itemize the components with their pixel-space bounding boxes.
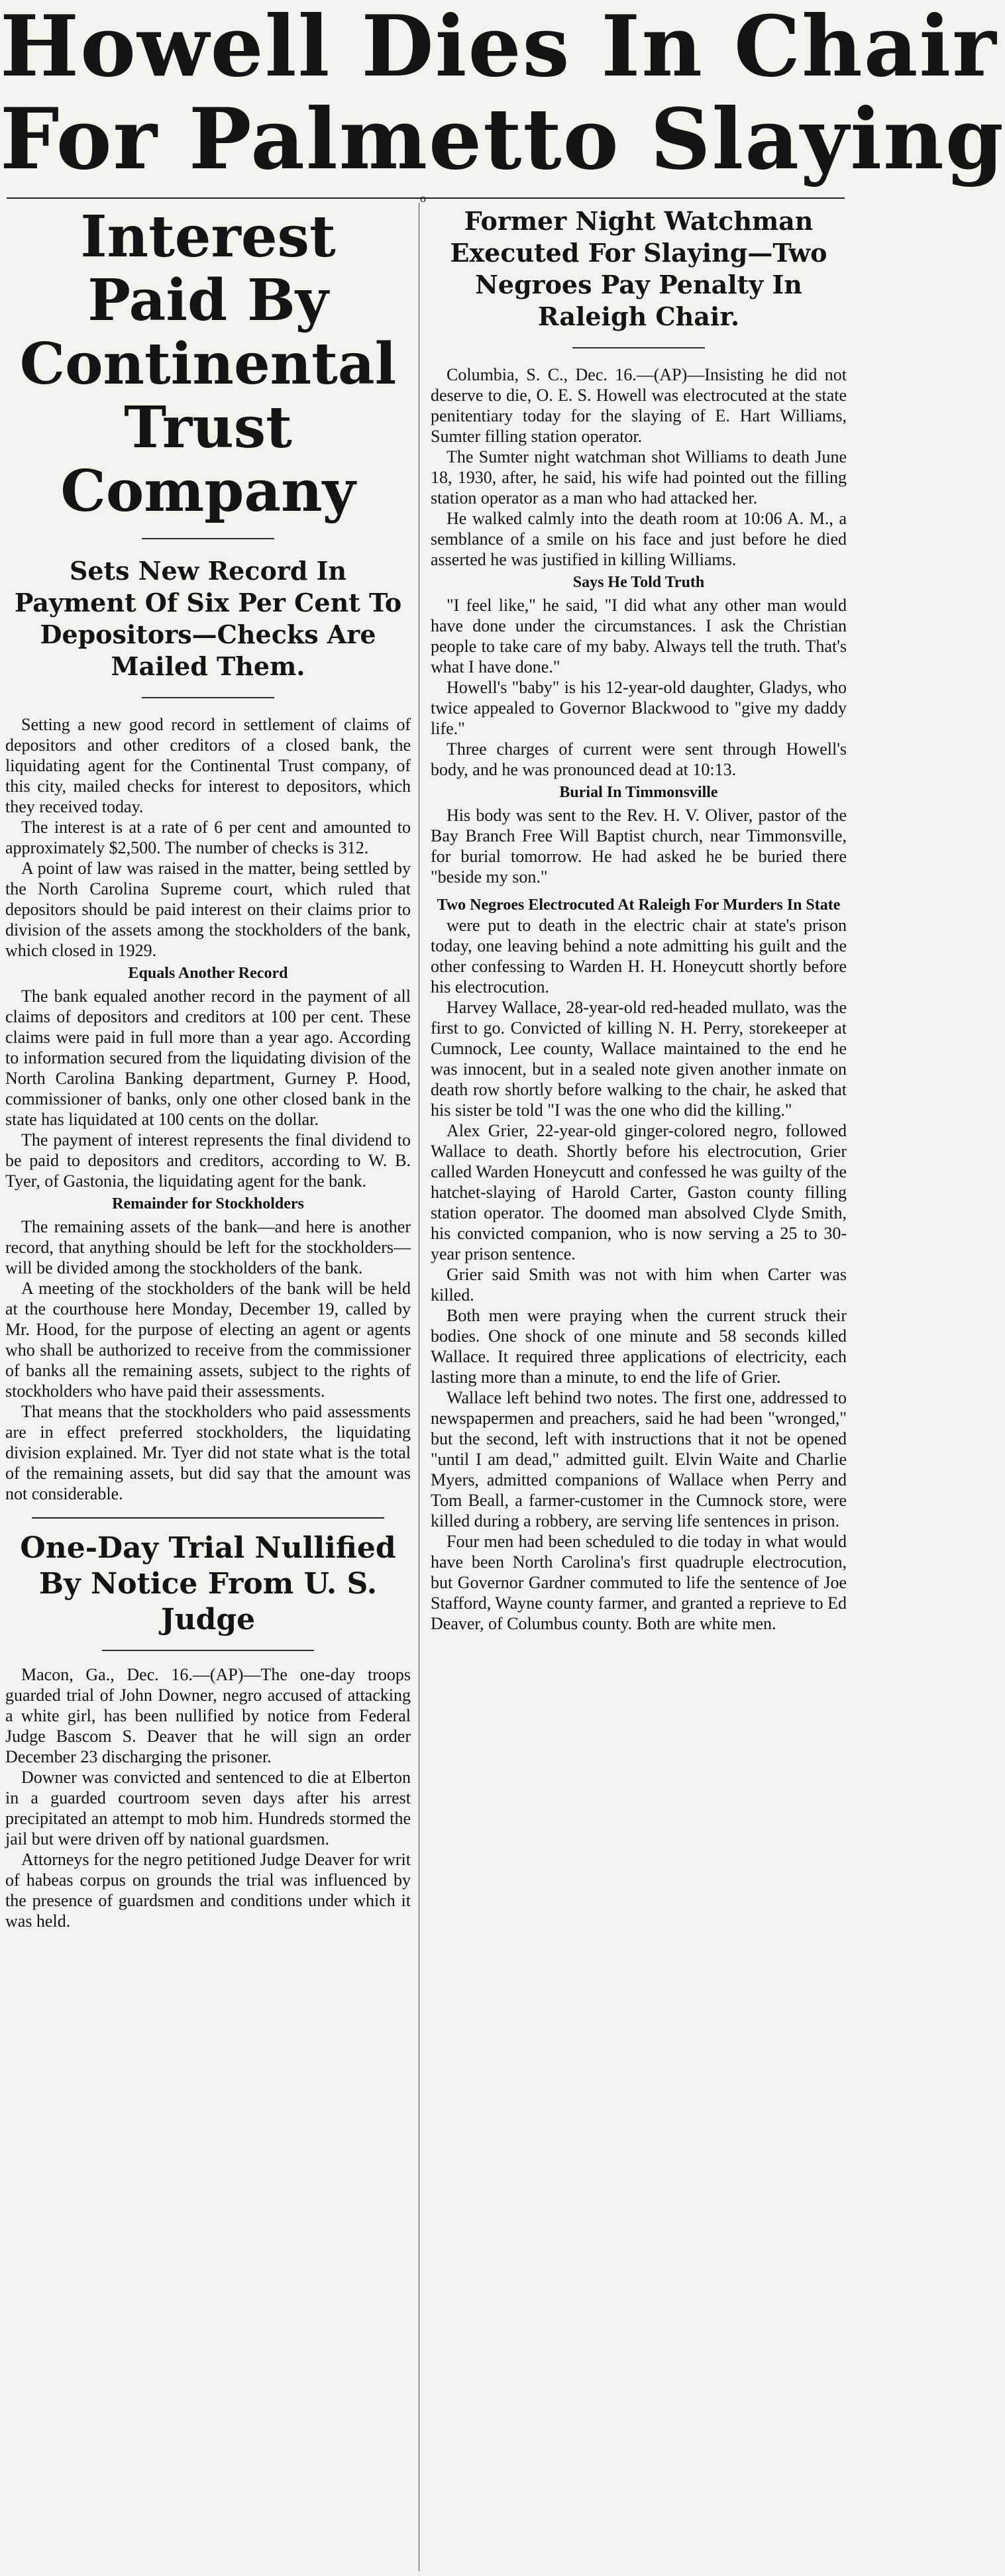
article-paragraph: Macon, Ga., Dec. 16.—(AP)—The one-day troops guarded trial of John Downer, negro accused of attacking a white girl, has been nullified by notice from Federal Judge Bascom S. Deaver that he will sign an order December 23 discharging the prisoner. [5, 1665, 411, 1766]
article-paragraph: The remaining assets of the bank—and here is another record, that anything should be left for the stockholders—will be divided among the stockholders of the bank. [5, 1217, 411, 1277]
article-paragraph: Both men were praying when the current struck their bodies. One shock of one minute and 58 seconds killed Wallace. It required three applications of electricity, each lasting more than a minute, to end the life of Grier. [431, 1306, 847, 1387]
deck-rule [142, 697, 274, 698]
article-paragraph: "I feel like," he said, "I did what any other man would have done under the circumstances. I ask the Christian people to take care of my baby. Always tell the truth. That's what I have done." [431, 596, 847, 676]
subhead: Remainder for Stockholders [112, 1195, 304, 1212]
article-paragraph: The bank equaled another record in the payment of all claims of depositors and creditors at 100 per cent. These claims were paid in full more than a year ago. According to information secured from the liquidating division of the North Carolina Banking department, Gurney P. Hood, commissioner of banks, only one other closed bank in the state has liquidated at 100 cents on the dollar. [5, 987, 411, 1129]
banner-line-2: For Palmetto Slaying [0, 90, 1005, 188]
article-paragraph: Howell's "baby" is his 12-year-old daughter, Gladys, who twice appealed to Governor Blackwood to "give my daddy life." [431, 678, 847, 738]
trust-deck: Sets New Record In Payment Of Six Per Cent To Depositors—Checks Are Mailed Them. [14, 556, 402, 681]
article-paragraph: A point of law was raised in the matter, being settled by the North Carolina Supreme court, which ruled that depositors should be paid interest on their claims prior to division of the assets among the stockholders of the bank, which closed in 1929. [5, 859, 411, 960]
headline-rule [142, 538, 274, 539]
article-paragraph: The payment of interest represents the final dividend to be paid to depositors and creditors, according to W. B. Tyer, of Gastonia, the liquidating agent for the bank. [5, 1130, 411, 1191]
trial-headline: One-Day Trial Nullified By Notice From U. S. Judge [20, 1531, 396, 1637]
raleigh-subhead: Two Negroes Electrocuted At Raleigh For Murders In State [437, 896, 841, 914]
article-paragraph: Setting a new good record in settlement of claims of depositors and other creditors of a closed bank, the liquidating agent for the Continental Trust company, of this city, mailed checks for interest to depositors, which they received today. [5, 715, 411, 816]
banner-headline [0, 0, 1005, 193]
trust-headline: Interest Paid By Continental Trust Company [19, 203, 397, 525]
article-paragraph: Downer was convicted and sentenced to die at Elberton in a guarded courtroom seven days after his arrest precipitated an attempt to mob him. Hundreds stormed the jail but were driven off by national guardsmen. [5, 1768, 411, 1849]
subhead: Equals Another Record [128, 965, 288, 982]
article-paragraph: Wallace left behind two notes. The first one, addressed to newspapermen and preachers, said he had been "wronged," but the second, left with instructions that it not be opened "until I am dead," admitted guilt. Elvin Waite and Charlie Myers, admitted companions of Wallace when Perry and Tom Beall, a farmer-customer in the Cumnock store, were killed during a robbery, are serving life sentences in prison. [431, 1388, 847, 1530]
rule-ornament: o [420, 191, 426, 205]
article-paragraph: The interest is at a rate of 6 per cent and amounted to approximately $2,500. The number of checks is 312. [5, 818, 411, 857]
howell-deck: Former Night Watchman Executed For Slaying—Two Negroes Pay Penalty In Raleigh Chair. [450, 206, 827, 331]
article-paragraph: The Sumter night watchman shot Williams to death June 18, 1930, after, he said, his wife had pointed out the filling station operator as a man who had attacked her. [431, 447, 847, 508]
article-paragraph: Alex Grier, 22-year-old ginger-colored negro, followed Wallace to death. Shortly before his electrocution, Grier called Warden Honeycutt and confessed he was guilty of the hatchet-slaying of Harold Carter, Gaston county filling station operator. The doomed man absolved Clyde Smith, his convicted companion, who is now serving a 25 to 30-year prison sentence. [431, 1121, 847, 1263]
article-paragraph: His body was sent to the Rev. H. V. Oliver, pastor of the Bay Branch Free Will Baptist church, near Timmonsville, for burial tomorrow. He had asked he be buried there "beside my son." [431, 806, 847, 886]
article-paragraph: were put to death in the electric chair at state's prison today, one leaving behind a note admitting his guilt and the other confessing to Warden H. H. Honeycutt shortly before his electrocution. [431, 916, 847, 996]
banner-line-1: Howell Dies In Chair [0, 0, 998, 95]
right-column [431, 205, 847, 2571]
subhead: Says He Told Truth [572, 574, 705, 591]
article-paragraph: Attorneys for the negro petitioned Judge Deaver for writ of habeas corpus on grounds the trial was influenced by the presence of guardsmen and conditions under which it was held. [5, 1850, 411, 1931]
article-paragraph: That means that the stockholders who paid assessments are in effect preferred stockholders, the liquidating division explained. Mr. Tyer did not state what is the total of the remaining assets, but did say that the amount was not considerable. [5, 1402, 411, 1503]
article-paragraph: Four men had been scheduled to die today in what would have been North Carolina's first quadruple electrocution, but Governor Gardner commuted to life the sentence of Joe Stafford, Wayne county farmer, and granted a reprieve to Ed Deaver, of Columbus county. Both are white men. [431, 1532, 847, 1633]
headline-rule [102, 1650, 314, 1651]
section-rule [32, 1517, 384, 1519]
subhead: Burial In Timmonsville [559, 784, 718, 801]
article-paragraph: He walked calmly into the death room at 10:06 A. M., a semblance of a smile on his face and just before he died asserted he was justified in killing Williams. [431, 509, 847, 569]
left-column [5, 205, 411, 2571]
article-paragraph: Grier said Smith was not with him when Carter was killed. [431, 1265, 847, 1305]
deck-rule [572, 347, 705, 349]
article-paragraph: Columbia, S. C., Dec. 16.—(AP)—Insisting he did not deserve to die, O. E. S. Howell was electrocuted at the state penitentiary today for the slaying of E. Hart Williams, Sumter filling station operator. [431, 365, 847, 446]
article-paragraph: Three charges of current were sent through Howell's body, and he was pronounced dead at 10:13. [431, 739, 847, 779]
article-paragraph: A meeting of the stockholders of the bank will be held at the courthouse here Monday, December 19, called by Mr. Hood, for the purpose of electing an agent or agents who shall be authorized to receive from the commissioner of banks all the remaining assets, subject to the rights of stockholders who have paid their assessments. [5, 1279, 411, 1401]
article-paragraph: Harvey Wallace, 28-year-old red-headed mullato, was the first to go. Convicted of killing N. H. Perry, storekeeper at Cumnock, Lee county, Wallace maintained to the end he was innocent, but in a sealed note given another inmate on death row shortly before walking to the chair, he asked that his sister be told "I was the one who did the killing." [431, 998, 847, 1120]
